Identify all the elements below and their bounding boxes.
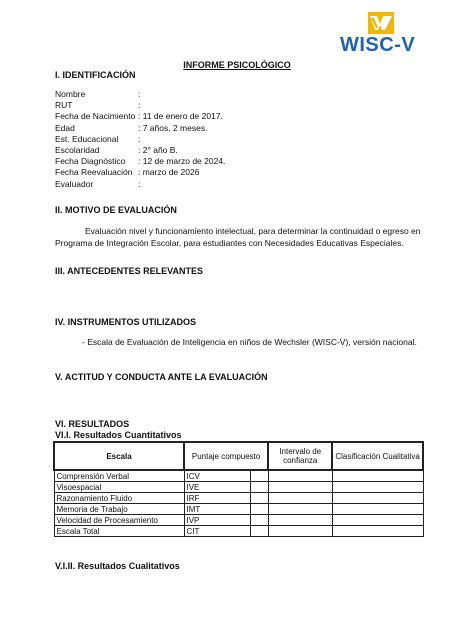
clasificacion-cell [332,526,423,537]
table-row [54,493,423,504]
escala-cell: Comprensión Verbal [54,470,184,482]
wisc-logo-icon [368,12,394,34]
identification-row [55,89,140,99]
field-label: Escolaridad [55,145,100,155]
intervalo-cell [268,504,332,515]
field-value: : [138,89,141,99]
field-value: : marzo de 2026 [138,167,200,178]
code-cell: CIT [184,526,251,537]
table-row [54,504,423,515]
results-table-body [54,470,423,537]
field-label: Fecha de Nacimiento [55,111,136,122]
clasificacion-cell [332,482,423,493]
table-row [54,526,423,537]
table-row [54,515,423,526]
subsection-cuantitativos: VI.I. Resultados Cuantitativos [55,430,182,440]
section-motivo: II. MOTIVO DE EVALUACIÓN [55,205,177,215]
identification-row [55,167,199,177]
intervalo-cell [268,493,332,504]
code-cell: IRF [184,493,251,504]
field-value: : 11 de enero de 2017. [138,111,223,122]
puntaje-cell [251,526,269,537]
field-label: Nombre [55,89,86,99]
puntaje-cell [251,470,269,482]
code-cell: IVP [184,515,251,526]
escala-cell: Visoespacial [54,482,184,493]
clasificacion-cell [332,515,423,526]
field-label: Fecha Reevaluación [55,167,133,178]
identification-row [55,111,223,121]
wisc-v-logo [340,12,424,60]
identification-row [55,179,140,189]
section-resultados: VI. RESULTADOS [55,419,130,429]
field-label: Fecha Diagnóstico [55,156,126,167]
clasificacion-cell [332,470,423,482]
field-label: Evaluador [55,178,94,189]
field-value: : 2° año B. [138,145,178,155]
results-table [53,441,424,537]
section-actitud: V. ACTITUD Y CONDUCTA ANTE LA EVALUACIÓN [55,372,268,382]
escala-cell: Razonamiento Fluido [54,493,184,504]
header-puntaje: Puntaje compuesto [184,442,268,470]
identification-row [55,123,207,133]
field-value: : [138,133,141,144]
instrumentos-text: - Escala de Evaluación de Inteligencia en niños de Wechsler (WISC-V), versión nacional. [82,337,417,347]
intervalo-cell [268,515,332,526]
logo-text: WISC-V [340,34,416,56]
table-row [54,482,423,493]
escala-cell: Velocidad de Procesamiento [54,515,184,526]
intervalo-cell [268,470,332,482]
puntaje-cell [251,493,269,504]
identification-row [55,134,140,144]
motivo-text: Evaluación nivel y funcionamiento intelectual, para determinar la continuidad o egreso en Programa de Integración Escolar, para estudiantes con Necesidades Educativas Especiales. [55,226,421,248]
identification-row [55,145,178,155]
code-cell: ICV [184,470,251,482]
puntaje-cell [251,504,269,515]
section-identificacion: I. IDENTIFICACIÓN [55,70,136,80]
clasificacion-cell [332,504,423,515]
puntaje-cell [251,482,269,493]
code-cell: IMT [184,504,251,515]
table-header-row [54,442,423,470]
puntaje-cell [251,515,269,526]
identification-row [55,156,225,166]
field-value: : [138,100,141,111]
field-label: Est. Educacional [55,133,119,144]
field-value: : 7 años, 2 meses. [138,122,208,133]
intervalo-cell [268,526,332,537]
table-row [54,470,423,482]
section-antecedentes: III. ANTECEDENTES RELEVANTES [55,266,204,276]
intervalo-cell [268,482,332,493]
header-clasificacion: Clasificación Cualitativa [332,442,423,470]
header-intervalo: Intervalo de confianza [268,442,332,470]
field-label: RUT [55,100,73,111]
identification-row [55,100,140,110]
field-label: Edad [55,122,75,133]
report-title: INFORME PSICOLÓGICO [183,60,291,70]
escala-cell: Escala Total [54,526,184,537]
escala-cell: Memoria de Trabajo [54,504,184,515]
field-value: : 12 de marzo de 2024. [138,156,226,167]
field-value: : [138,178,141,189]
subsection-cualitativos: V.I.II. Resultados Cualitativos [55,561,180,571]
section-instrumentos: IV. INSTRUMENTOS UTILIZADOS [55,317,197,327]
header-escala: Escala [54,442,184,470]
code-cell: IVE [184,482,251,493]
clasificacion-cell [332,493,423,504]
